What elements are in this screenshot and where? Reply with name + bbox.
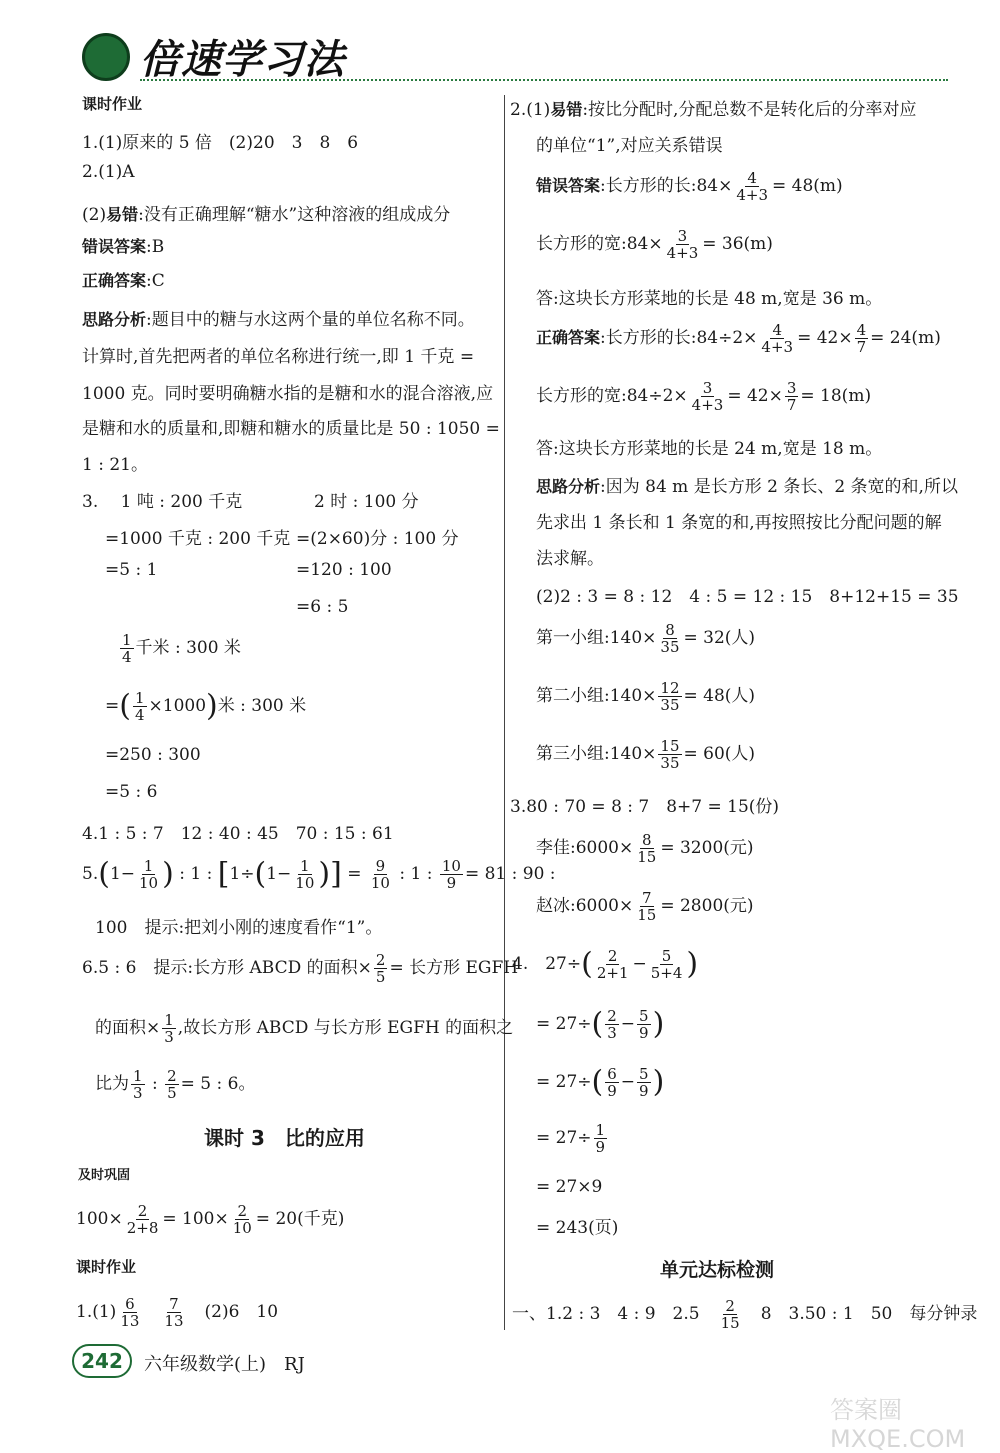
line: = 27×9 [536,1177,603,1197]
line: 1.(1)原来的 5 倍 (2)20 3 8 6 [82,133,359,153]
text: 第一小组:140× [536,628,657,648]
text: 2.(1) [510,100,551,120]
fraction: $\frac{1}{3}$ [164,1011,174,1046]
line: 3. 1 吨 : 200 千克 [82,492,243,512]
text: :因为 84 m 是长方形 2 条长、2 条宽的和,所以 [600,477,958,497]
text: = 81 : 90 : [464,864,556,884]
text: = 36(m) [702,234,773,254]
line [536,680,755,713]
text: 第三小组:140× [536,744,657,764]
text: 赵冰:6000× [536,896,634,916]
fraction: $\frac{6}{13}$ [120,1295,140,1330]
line [82,234,164,257]
section-title: 课时 3 比的应用 [204,1126,365,1150]
line: 5.(1− $\frac{1}{10}$ ) : 1 : [1÷(1− $\frac{1}{10}$ )] = $\frac{9}{10}$ : 1 : $\frac{10}{9}$ = 81 : 90 : [82,856,556,892]
fraction: $\frac{6}{9}$ [607,1065,617,1100]
text: :长方形的长:84÷2× [600,328,758,348]
text: (2)6 10 [204,1302,279,1322]
line [536,472,958,497]
fraction: $\frac{9}{10}$ [370,857,390,892]
fraction: $\frac{1}{9}$ [595,1121,606,1156]
text: = 42× [727,386,783,406]
line: =( $\frac{1}{4}$ ×1000)米 : 300 米 [105,688,307,724]
line: 4. 27÷( $\frac{2}{2+1}$ − $\frac{5}{5+4}$ ) [512,946,699,982]
text: = 60(人) [683,744,756,764]
text: :按比分配时,分配总数不是转化后的分率对应 [582,100,917,120]
label: 错误答案 [82,237,147,256]
line [95,1012,513,1045]
line [76,1296,278,1329]
line [536,322,941,355]
line: (2)2 : 3 = 8 : 12 4 : 5 = 12 : 15 8+12+15 = 35 [536,587,959,607]
column-divider [504,95,505,1330]
fraction: $\frac{1}{3}$ [133,1067,143,1102]
fraction: $\frac{3}{7}$ [786,379,797,414]
line: 先求出 1 条长和 1 条宽的和,再按照按比分配问题的解 [536,513,942,533]
label: 易错 [550,100,583,119]
line [118,632,241,665]
text: 千米 : 300 米 [135,638,241,658]
fraction: $\frac{1}{10}$ [139,857,159,892]
line: 法求解。 [536,549,604,569]
line [536,622,755,655]
heading-jishi: 及时巩固 [78,1168,131,1183]
fraction: $\frac{7}{15}$ [637,889,657,924]
label: 易错 [106,205,139,224]
fraction: $\frac{7}{13}$ [164,1295,184,1330]
line [82,305,475,330]
line: =6 : 5 [296,597,349,617]
text: = 27÷ [536,1014,592,1034]
line: 是糖和水的质量和,即糖和糖水的质量比是 50 : 1050 = [82,419,500,439]
text: 6.5 : 6 提示:长方形 ABCD 的面积× [82,958,372,978]
fraction: $\frac{1}{4}$ [122,631,132,666]
logo-icon [82,33,130,81]
line [536,380,871,413]
line [510,95,916,120]
line: =5 : 6 [105,782,158,802]
label: 思路分析 [536,477,601,496]
fraction: $\frac{1}{10}$ [295,857,315,892]
text: 4. 27÷ [512,954,582,974]
text: = 2800(元) [660,896,754,916]
line: 100× $\frac{2}{2+8}$ = 100× $\frac{2}{10}$ = 20(千克) [76,1202,345,1237]
text: 李佳:6000× [536,838,634,858]
line: 2.(1)A [82,162,135,182]
text: ,故长方形 ABCD 与长方形 EGFH 的面积之 [177,1018,514,1038]
text: 1.(1) [76,1302,117,1322]
line: = 27÷( $\frac{6}{9}$ − $\frac{5}{9}$ ) [536,1064,665,1100]
text: 长方形的宽:84× [536,234,663,254]
line [82,268,165,291]
label: 正确答案 [536,328,601,347]
page-number: 242 [72,1344,132,1378]
line: 3.80 : 70 = 8 : 7 8+7 = 15(份) [510,797,780,817]
fraction: $\frac{5}{9}$ [639,1065,649,1100]
fraction: $\frac{3}{4+3}$ [691,379,724,414]
fraction: $\frac{2}{10}$ [232,1202,252,1237]
text: 比为 [95,1074,129,1094]
line: =5 : 1 [105,560,158,580]
line [82,952,518,985]
fraction: $\frac{12}{35}$ [660,679,680,714]
heading-kszy2: 课时作业 [76,1258,137,1276]
line: 计算时,首先把两者的单位名称进行统一,即 1 千克 = [82,347,475,367]
text: 米 : 300 米 [217,696,307,716]
line: 答:这块长方形菜地的长是 24 m,宽是 18 m。 [536,439,883,459]
heading-kszy: 课时作业 [82,95,143,113]
line: 答:这块长方形菜地的长是 48 m,宽是 36 m。 [536,289,883,309]
watermark: 答案圈 MXQE.COM [830,1396,966,1453]
line: 比为 $\frac{1}{3}$ : $\frac{2}{5}$ = 5 : 6。 [95,1067,256,1102]
text: :题目中的糖与水这两个量的单位名称不同。 [146,310,475,330]
text: = 48(人) [683,686,756,706]
text: 8 3.50 : 1 50 每分钟录 [760,1304,978,1324]
text: = 20(千克) [255,1209,345,1229]
text: = 18(m) [800,386,872,406]
fraction: $\frac{1}{4}$ [134,689,145,724]
text: 一、1.2 : 3 4 : 9 2.5 [512,1304,700,1324]
text: = 42× [797,328,853,348]
fraction: $\frac{10}{9}$ [441,857,461,892]
fraction: $\frac{4}{7}$ [856,321,867,356]
fraction: $\frac{2}{2+1}$ [596,947,629,982]
line: 1000 克。同时要明确糖水指的是糖和水的混合溶液,应 [82,384,494,404]
fraction: $\frac{2}{2+8}$ [126,1202,159,1237]
line [536,1122,609,1155]
label: 错误答案 [536,176,601,195]
line: = 243(页) [536,1218,619,1238]
text: = 长方形 EGFH [389,958,519,978]
text: = 3200(元) [660,838,754,858]
header-title: 倍速学习法 [140,37,345,83]
line [512,1298,977,1331]
label: 正确答案 [82,271,147,290]
section-title: 单元达标检测 [660,1259,775,1281]
fraction: $\frac{5}{9}$ [639,1007,649,1042]
text: = 32(人) [683,628,756,648]
text: :C [146,271,165,291]
fraction: $\frac{5}{5+4}$ [650,947,683,982]
fraction: $\frac{2}{15}$ [720,1297,740,1332]
text: = 48(m) [772,176,843,196]
text: 5. [82,864,99,884]
text: :长方形的长:84× [600,176,733,196]
line [82,200,450,225]
fraction: $\frac{2}{5}$ [375,951,386,986]
book-title: 六年级数学(上) RJ [144,1354,305,1375]
fraction: $\frac{4}{4+3}$ [736,169,769,204]
text: = 5 : 6。 [180,1074,256,1094]
fraction: $\frac{3}{4+3}$ [666,227,699,262]
line [536,738,755,771]
line: = 27÷( $\frac{2}{3}$ − $\frac{5}{9}$ ) [536,1006,665,1042]
line: 的单位“1”,对应关系错误 [536,136,723,156]
line: 100 提示:把刘小刚的速度看作“1”。 [95,918,383,938]
line: =1000 千克 : 200 千克 [105,529,291,549]
text: 的面积× [95,1018,161,1038]
line: =120 : 100 [296,560,392,580]
fraction: $\frac{15}{35}$ [660,737,680,772]
fraction: $\frac{2}{3}$ [607,1007,617,1042]
line [536,890,754,923]
line: 2 时 : 100 分 [314,492,419,512]
label: 思路分析 [82,310,147,329]
line: 1 : 21。 [82,455,148,475]
line [536,170,843,203]
header-rule [140,79,948,81]
fraction: $\frac{8}{35}$ [660,621,680,656]
text: 长方形的宽:84÷2× [536,386,688,406]
fraction: $\frac{4}{4+3}$ [761,321,794,356]
line: =(2×60)分 : 100 分 [296,529,459,549]
text: = 27÷ [536,1072,592,1092]
fraction: $\frac{2}{5}$ [167,1067,177,1102]
line [536,228,773,261]
line: =250 : 300 [105,745,201,765]
text: :B [146,237,165,257]
text: :没有正确理解“糖水”这种溶液的组成成分 [138,205,451,225]
line: 4.1 : 5 : 7 12 : 40 : 45 70 : 15 : 61 [82,824,394,844]
line [536,832,754,865]
text: = 24(m) [870,328,941,348]
fraction: $\frac{8}{15}$ [637,831,657,866]
text: 第二小组:140× [536,686,657,706]
text: = 27÷ [536,1128,592,1148]
text: (2) [82,205,107,225]
